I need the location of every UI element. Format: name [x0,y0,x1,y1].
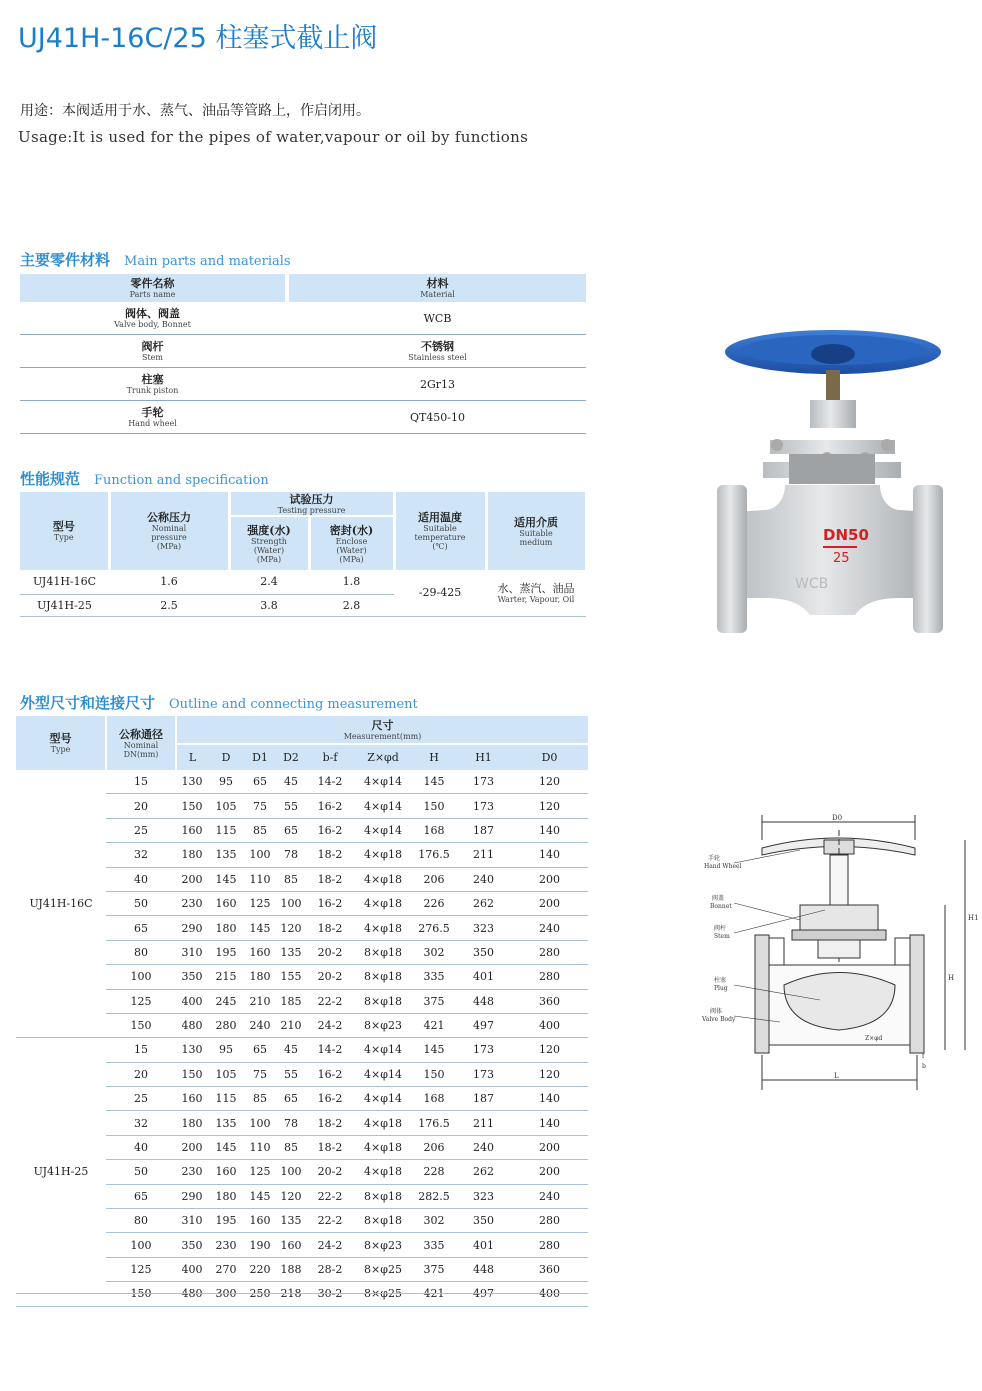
table-cell: 262 [456,891,511,915]
right-flange [913,485,943,633]
table-cell: 45 [276,1038,306,1062]
table-cell: 145 [208,867,244,891]
table-cell: 20 [106,794,176,818]
table-cell: 4×φ14 [354,1062,412,1086]
table-cell: 421 [412,1013,456,1037]
table-cell: 65 [244,1038,276,1062]
table-cell: 160 [276,1233,306,1257]
table-cell: 65 [106,916,176,940]
table-cell: 15 [106,770,176,794]
table-cell: 180 [208,1184,244,1208]
table-cell: 65 [276,1087,306,1111]
table-cell: 200 [176,867,208,891]
table-cell: 168 [412,1087,456,1111]
table-cell: 95 [208,1038,244,1062]
table-cell: 400 [511,1282,588,1306]
table-cell: 150 [106,1013,176,1037]
spec-medium-value: 水、蒸汽、油品 Warter, Vapour, Oil [486,570,586,616]
table-cell: 448 [456,1257,511,1281]
table-cell: 78 [276,1111,306,1135]
table-cell: 105 [208,794,244,818]
divider [16,1293,588,1294]
table-cell: 85 [244,818,276,842]
table-cell: 22-2 [306,1209,354,1233]
table-cell: 206 [412,867,456,891]
table-cell: 22-2 [306,1184,354,1208]
label-valve-body-cn: 阀体 [710,1008,723,1015]
dims-col-zd: Z×φd [354,744,412,770]
table-row: 柱塞 Trunk piston 2Gr13 [20,368,586,401]
table-cell: 150 [412,794,456,818]
table-cell: 100 [106,965,176,989]
table-cell: 210 [276,1013,306,1037]
table-cell: 25 [106,1087,176,1111]
table-cell: 18-2 [306,916,354,940]
table-cell: 100 [106,1233,176,1257]
table-cell: 360 [511,989,588,1013]
valve-drawing [700,810,980,1100]
dims-col-H1: H1 [456,744,511,770]
table-cell: 282.5 [412,1184,456,1208]
table-cell: 160 [176,818,208,842]
table-cell: 8×φ23 [354,1233,412,1257]
table-cell: 28-2 [306,1257,354,1281]
table-cell: 226 [412,891,456,915]
table-cell: 400 [176,1257,208,1281]
table-cell: 100 [276,891,306,915]
table-cell: 65 [244,770,276,794]
table-cell: 220 [244,1257,276,1281]
usage-en: Usage:It is used for the pipes of water,vapour or oil by functions [18,128,529,146]
table-row: UJ41H-25 2.5 3.8 2.8 [20,594,586,616]
table-cell: 20 [106,1062,176,1086]
table-cell: 105 [208,1062,244,1086]
table-cell: 125 [106,989,176,1013]
label-hand-wheel-cn: 手轮 [708,855,721,862]
label-valve-body: Valve Body [702,1016,736,1023]
table-cell: 155 [276,965,306,989]
table-cell: 8×φ18 [354,1184,412,1208]
table-cell: 130 [176,1038,208,1062]
table-cell: 125 [244,891,276,915]
table-cell: 145 [244,916,276,940]
table-cell: 75 [244,794,276,818]
table-cell: 310 [176,940,208,964]
spec-heading-cn: 性能规范 [20,470,81,488]
dims-col-measurement: 尺寸 Measurement(mm) [176,716,588,744]
dims-heading-en: Outline and connecting measurement [169,697,418,712]
table-cell: 14-2 [306,770,354,794]
table-cell: 200 [511,1135,588,1159]
table-cell: 160 [208,891,244,915]
table-cell: 310 [176,1209,208,1233]
table-cell: 448 [456,989,511,1013]
spec-heading-en: Function and specification [94,473,269,488]
table-cell: 130 [176,770,208,794]
table-cell: 8×φ25 [354,1282,412,1306]
group-label-25: UJ41H-25 [16,1038,106,1306]
table-cell: 200 [511,891,588,915]
table-cell: 16-2 [306,794,354,818]
table-cell: 120 [511,794,588,818]
table-cell: 230 [176,1160,208,1184]
table-cell: 160 [208,1160,244,1184]
spec-temp-value: -29-425 [394,570,486,616]
dim-b: b [922,1063,926,1070]
table-cell: 215 [208,965,244,989]
table-cell: 173 [456,770,511,794]
table-row: 阀杆 Stem 不锈钢 Stainless steel [20,335,586,368]
label-plug-cn: 柱塞 [714,977,727,984]
table-cell: 335 [412,965,456,989]
table-cell: 20-2 [306,1160,354,1184]
table-cell: 280 [511,965,588,989]
table-cell: 160 [176,1087,208,1111]
materials-heading-en: Main parts and materials [124,254,291,269]
table-cell: 24-2 [306,1233,354,1257]
table-cell: 145 [412,770,456,794]
table-cell: 300 [208,1282,244,1306]
table-cell: 40 [106,867,176,891]
table-cell: 228 [412,1160,456,1184]
table-cell: 140 [511,1087,588,1111]
body-mark-pn: 25 [833,551,850,566]
table-cell: 135 [208,1111,244,1135]
table-cell: 262 [456,1160,511,1184]
table-cell: 16-2 [306,891,354,915]
dim-d0: D0 [832,814,843,822]
group-label-16c: UJ41H-16C [16,770,106,1038]
table-cell: 75 [244,1062,276,1086]
table-cell: 280 [511,940,588,964]
table-cell: 120 [511,1062,588,1086]
dims-col-H: H [412,744,456,770]
table-cell: 188 [276,1257,306,1281]
dims-col-D2: D2 [276,744,306,770]
table-cell: 8×φ18 [354,989,412,1013]
table-row [16,770,588,794]
table-cell: 40 [106,1135,176,1159]
table-cell: 250 [244,1282,276,1306]
label-plug: Plug [714,985,728,992]
table-cell: 350 [456,940,511,964]
table-cell: 240 [456,867,511,891]
table-cell: 480 [176,1013,208,1037]
left-flange [717,485,747,633]
table-cell: 55 [276,794,306,818]
table-cell: 375 [412,989,456,1013]
label-hand-wheel: Hand Wheel [704,863,742,870]
table-cell: 195 [208,940,244,964]
table-cell: 135 [208,843,244,867]
table-cell: 55 [276,1062,306,1086]
table-cell: 14-2 [306,1038,354,1062]
table-cell: 25 [106,818,176,842]
table-cell: 22-2 [306,989,354,1013]
table-cell: 180 [208,916,244,940]
table-cell: 32 [106,843,176,867]
table-cell: 180 [176,843,208,867]
table-cell: 4×φ18 [354,1111,412,1135]
table-cell: 140 [511,818,588,842]
page-title: UJ41H-16C/25 柱塞式截止阀 [18,23,378,54]
table-cell: 30-2 [306,1282,354,1306]
table-cell: 176.5 [412,1111,456,1135]
table-cell: 145 [244,1184,276,1208]
table-cell: 145 [208,1135,244,1159]
table-cell: 8×φ18 [354,965,412,989]
table-cell: 323 [456,1184,511,1208]
table-cell: 180 [176,1111,208,1135]
dim-l: L [834,1072,839,1080]
table-cell: 350 [176,965,208,989]
table-cell: 120 [511,770,588,794]
dims-col-bf: b-f [306,744,354,770]
table-cell: 375 [412,1257,456,1281]
dims-col-type: 型号 Type [16,716,106,770]
table-cell: 135 [276,1209,306,1233]
table-cell: 230 [208,1233,244,1257]
table-cell: 280 [511,1209,588,1233]
table-cell: 323 [456,916,511,940]
table-cell: 245 [208,989,244,1013]
table-cell: 16-2 [306,1087,354,1111]
table-cell: 210 [244,989,276,1013]
table-cell: 173 [456,1062,511,1086]
table-row: UJ41H-16C 1.6 2.4 1.8 -29-425 水、蒸汽、油品 Warter, Vapour, Oil [20,570,586,594]
label-bonnet-cn: 阀盖 [712,895,725,902]
dims-col-D0: D0 [511,744,588,770]
table-cell: 50 [106,1160,176,1184]
table-cell: 400 [511,1013,588,1037]
table-cell: 4×φ18 [354,867,412,891]
table-cell: 280 [208,1013,244,1037]
table-cell: 85 [276,1135,306,1159]
table-cell: 160 [244,1209,276,1233]
spec-col-temp: 适用温度 Suitable temperature (℃) [394,492,486,570]
dims-col-dn: 公称通径 Nominal DN(mm) [106,716,176,770]
table-cell: 400 [176,989,208,1013]
table-cell: 150 [176,794,208,818]
table-cell: 173 [456,1038,511,1062]
table-cell: 4×φ18 [354,916,412,940]
materials-heading-cn: 主要零件材料 [20,251,111,269]
table-cell: 280 [511,1233,588,1257]
materials-col-part: 零件名称 Parts name [20,274,285,302]
table-cell: 24-2 [306,1013,354,1037]
table-cell: 160 [244,940,276,964]
table-cell: 290 [176,1184,208,1208]
table-cell: 206 [412,1135,456,1159]
table-cell: 4×φ14 [354,818,412,842]
table-cell: 110 [244,867,276,891]
table-cell: 211 [456,843,511,867]
table-cell: 240 [244,1013,276,1037]
table-cell: 115 [208,818,244,842]
table-cell: 135 [276,940,306,964]
table-cell: 65 [106,1184,176,1208]
spec-col-testing: 试验压力 Testing pressure [229,492,394,516]
materials-table [20,274,586,434]
table-cell: 4×φ18 [354,1135,412,1159]
table-cell: 140 [511,843,588,867]
table-cell: 80 [106,1209,176,1233]
table-cell: 80 [106,940,176,964]
label-stem-cn: 阀杆 [714,925,727,932]
table-cell: 480 [176,1282,208,1306]
table-cell: 4×φ14 [354,770,412,794]
table-cell: 185 [276,989,306,1013]
table-cell: 20-2 [306,940,354,964]
table-cell: 230 [176,891,208,915]
table-cell: 4×φ18 [354,891,412,915]
table-cell: 150 [106,1282,176,1306]
table-cell: 4×φ14 [354,1038,412,1062]
table-row: 手轮 Hand wheel QT450-10 [20,401,586,434]
table-cell: 168 [412,818,456,842]
dim-h: H [948,974,955,982]
table-cell: 8×φ18 [354,940,412,964]
dims-heading-cn: 外型尺寸和连接尺寸 [20,694,156,712]
table-cell: 120 [511,1038,588,1062]
table-cell: 95 [208,770,244,794]
table-cell: 240 [511,1184,588,1208]
table-cell: 240 [456,1135,511,1159]
table-cell: 15 [106,1038,176,1062]
table-row: 阀体、阀盖 Valve body, Bonnet WCB [20,302,586,335]
table-cell: 65 [276,818,306,842]
table-cell: 8×φ23 [354,1013,412,1037]
table-cell: 180 [244,965,276,989]
table-cell: 100 [244,843,276,867]
table-cell: 335 [412,1233,456,1257]
label-stem: Stem [714,933,730,940]
dims-col-L: L [176,744,208,770]
usage-cn: 用途：本阀适用于水、蒸气、油品等管路上，作启闭用。 [20,103,370,119]
table-cell: 140 [511,1111,588,1135]
table-cell: 20-2 [306,965,354,989]
table-cell: 100 [276,1160,306,1184]
body-mark-dn: DN50 [823,526,869,544]
table-cell: 187 [456,818,511,842]
table-cell: 290 [176,916,208,940]
table-cell: 200 [176,1135,208,1159]
spec-col-np: 公称压力 Nominal pressure (MPa) [109,492,229,570]
table-cell: 18-2 [306,867,354,891]
table-cell: 350 [176,1233,208,1257]
table-cell: 78 [276,843,306,867]
table-cell: 173 [456,794,511,818]
table-cell: 4×φ14 [354,1087,412,1111]
table-row [16,1038,588,1062]
table-cell: 8×φ25 [354,1257,412,1281]
spec-col-medium: 适用介质 Suitable medium [486,492,586,570]
materials-col-material: 材料 Material [289,274,586,302]
spec-col-enclose: 密封(水) Enclose (Water) (MPa) [309,516,394,570]
table-cell: 32 [106,1111,176,1135]
dim-h1: H1 [968,914,979,922]
dim-zd: Z×φd [865,1035,883,1042]
table-cell: 218 [276,1282,306,1306]
dims-heading [20,692,418,713]
table-cell: 150 [176,1062,208,1086]
table-cell: 350 [456,1209,511,1233]
table-cell: 85 [244,1087,276,1111]
table-cell: 190 [244,1233,276,1257]
spec-table [20,492,588,617]
table-cell: 211 [456,1111,511,1135]
table-cell: 18-2 [306,1135,354,1159]
table-cell: 497 [456,1013,511,1037]
table-cell: 421 [412,1282,456,1306]
label-bonnet: Bonnet [710,903,732,910]
table-cell: 16-2 [306,818,354,842]
table-cell: 115 [208,1087,244,1111]
table-cell: 240 [511,916,588,940]
table-cell: 125 [244,1160,276,1184]
table-cell: 497 [456,1282,511,1306]
table-cell: 200 [511,1160,588,1184]
table-cell: 125 [106,1257,176,1281]
table-cell: 145 [412,1038,456,1062]
table-cell: 16-2 [306,1062,354,1086]
table-cell: 302 [412,1209,456,1233]
spec-heading [20,468,269,489]
table-cell: 150 [412,1062,456,1086]
table-cell: 4×φ18 [354,1160,412,1184]
table-cell: 401 [456,965,511,989]
table-cell: 176.5 [412,843,456,867]
table-cell: 18-2 [306,1111,354,1135]
table-cell: 110 [244,1135,276,1159]
materials-heading [20,249,291,270]
table-cell: 401 [456,1233,511,1257]
table-cell: 18-2 [306,843,354,867]
table-cell: 360 [511,1257,588,1281]
dim-f: f [922,1053,925,1060]
table-cell: 120 [276,1184,306,1208]
table-cell: 187 [456,1087,511,1111]
table-cell: 100 [244,1111,276,1135]
table-cell: 276.5 [412,916,456,940]
table-cell: 195 [208,1209,244,1233]
table-cell: 120 [276,916,306,940]
table-cell: 4×φ18 [354,843,412,867]
spec-col-strength: 强度(水) Strength (Water) (MPa) [229,516,309,570]
table-cell: 200 [511,867,588,891]
valve-photo [715,330,945,635]
spec-col-type: 型号 Type [20,492,109,570]
table-cell: 270 [208,1257,244,1281]
table-cell: 45 [276,770,306,794]
table-cell: 4×φ14 [354,794,412,818]
table-cell: 302 [412,940,456,964]
dims-table [16,716,588,1307]
table-cell: 50 [106,891,176,915]
body-mark-wcb: WCB [795,576,829,592]
dims-col-D: D [208,744,244,770]
table-cell: 85 [276,867,306,891]
dims-col-D1: D1 [244,744,276,770]
table-cell: 8×φ18 [354,1209,412,1233]
